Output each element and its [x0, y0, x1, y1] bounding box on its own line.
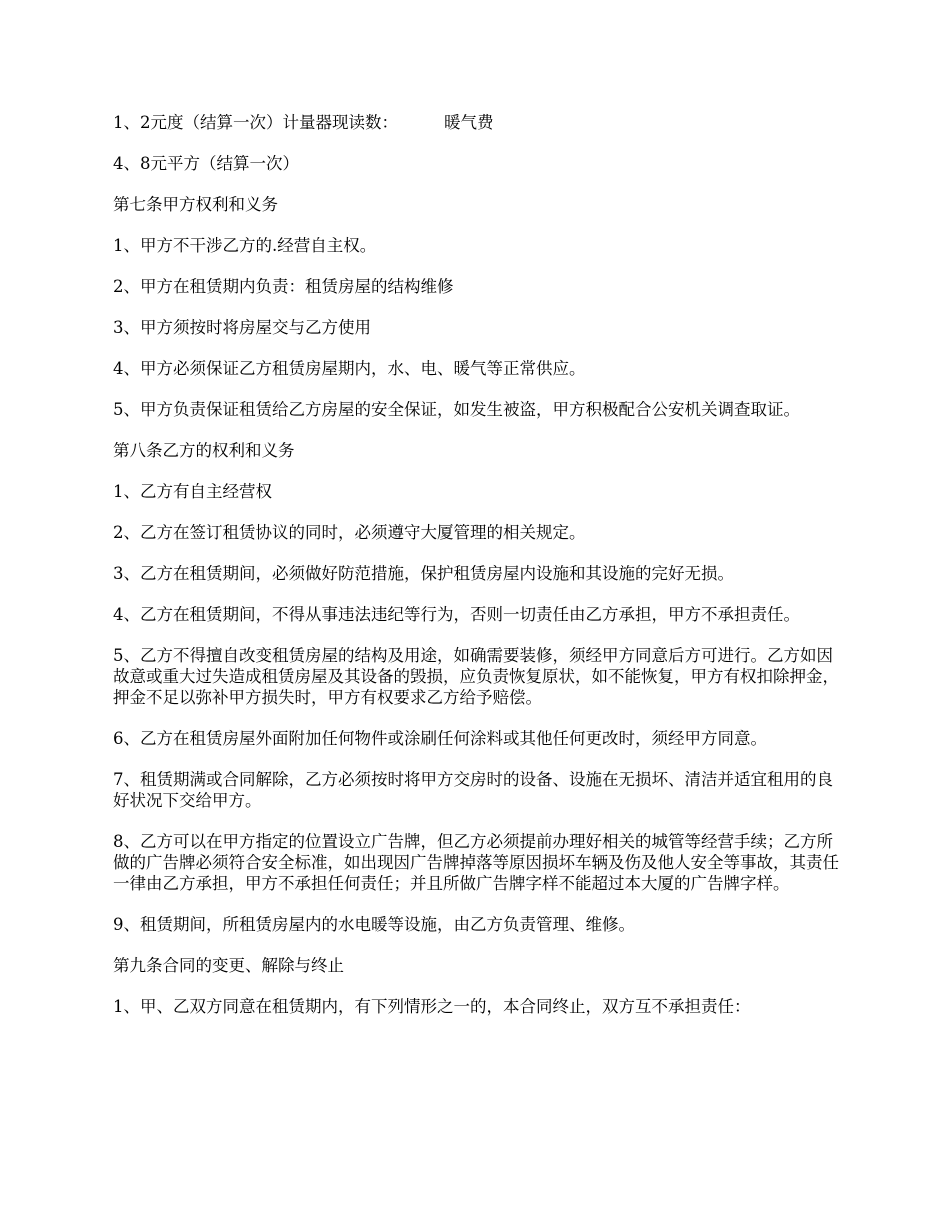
- section-8-item: 3、乙方在租赁期间，必须做好防范措施，保护租赁房屋内设施和其设施的完好无损。: [113, 564, 734, 583]
- section-7-title: 第七条甲方权利和义务: [113, 195, 278, 214]
- section-7-item: 2、甲方在租赁期内负责：租赁房屋的结构维修: [113, 277, 454, 296]
- section-9-title: 第九条合同的变更、解除与终止: [113, 956, 344, 975]
- section-9-item: 1、甲、乙双方同意在租赁期内，有下列情形之一的，本合同终止，双方互不承担责任：: [113, 997, 751, 1016]
- heating-fee-label: 暖气费: [444, 113, 494, 132]
- section-8-item: 7、租赁期满或合同解除，乙方必须按时将甲方交房时的设备、设施在无损坏、清洁并适宜租用的良好状况下交给甲方。: [113, 770, 833, 810]
- section-7-item: 4、甲方必须保证乙方租赁房屋期内，水、电、暖气等正常供应。: [113, 359, 586, 378]
- section-8-item: 1、乙方有自主经营权: [113, 482, 272, 501]
- section-7-item: 5、甲方负责保证租赁给乙方房屋的安全保证，如发生被盗，甲方积极配合公安机关调查取证。: [113, 400, 800, 419]
- section-7-item: 3、甲方须按时将房屋交与乙方使用: [113, 318, 371, 337]
- heating-rate-line: 4、8元平方（结算一次）: [113, 154, 299, 173]
- section-8-item: 5、乙方不得擅自改变租赁房屋的结构及用途，如确需要装修，须经甲方同意后方可进行。乙方如因故意或重大过失造成租赁房屋及其设备的毁损，应负责恢复原状，如不能恢复，甲方有权扣除押金，押金不足以弥补甲方损失时，甲方有权要求乙方给予赔偿。: [113, 646, 839, 707]
- document-page: [113, 112, 843, 1037]
- section-8-item: 4、乙方在租赁期间，不得从事违法违纪等行为，否则一切责任由乙方承担，甲方不承担责任。: [113, 605, 800, 624]
- meter-reading-text: 1、2元度（结算一次）计量器现读数：: [113, 113, 398, 132]
- meter-reading-line: [113, 112, 843, 133]
- section-8-item: 9、租赁期间，所租赁房屋内的水电暖等设施，由乙方负责管理、维修。: [113, 915, 635, 934]
- section-8-item: 2、乙方在签订租赁协议的同时，必须遵守大厦管理的相关规定。: [113, 523, 586, 542]
- section-7-item: 1、甲方不干涉乙方的.经营自主权。: [113, 236, 377, 255]
- section-8-item: 8、乙方可以在甲方指定的位置设立广告牌，但乙方必须提前办理好相关的城管等经营手续；乙方所做的广告牌必须符合安全标准，如出现因广告牌掉落等原因损坏车辆及伤及他人安全等事故，其责任一律由乙方承担，甲方不承担任何责任；并且所做广告牌字样不能超过本大厦的广告牌字样。: [113, 832, 839, 893]
- section-8-title: 第八条乙方的权利和义务: [113, 441, 295, 460]
- section-8-item: 6、乙方在租赁房屋外面附加任何物件或涂刷任何涂料或其他任何更改时，须经甲方同意。: [113, 729, 767, 748]
